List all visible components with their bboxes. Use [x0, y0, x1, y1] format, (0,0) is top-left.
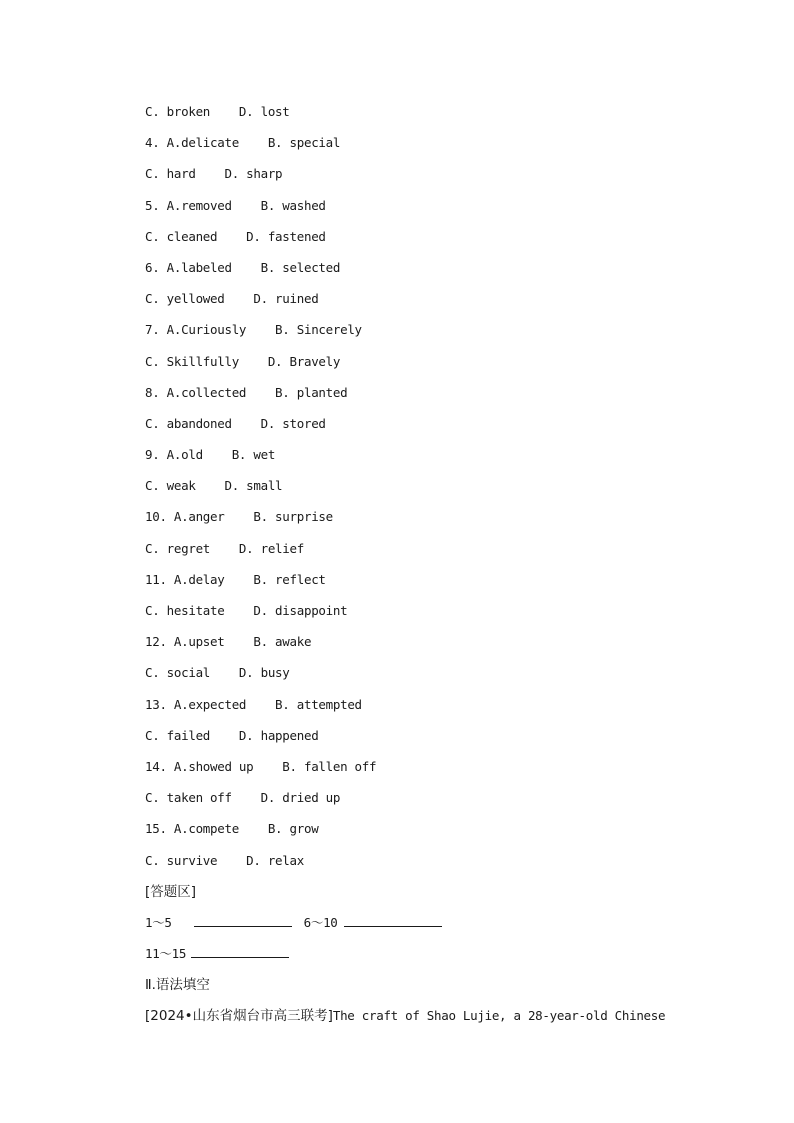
answer-line-2 — [145, 944, 705, 975]
option-line: C. Skillfully D. Bravely — [145, 353, 341, 369]
option-line: 8. A.collected B. planted — [145, 384, 348, 400]
answer-area-title: [答题区] — [145, 883, 197, 900]
option-line: 6. A.labeled B. selected — [145, 259, 341, 275]
answer-range-label: 11～15 — [145, 946, 187, 962]
answer-blank[interactable] — [344, 914, 442, 927]
passage-text: The craft of Shao Lujie, a 28-year-old Chinese — [332, 1008, 666, 1024]
option-line: 5. A.removed B. washed — [145, 197, 326, 213]
answer-blank[interactable] — [194, 914, 292, 927]
option-line: C. taken off D. dried up — [145, 790, 341, 806]
option-line: 12. A.upset B. awake — [145, 634, 312, 650]
option-line: C. yellowed D. ruined — [145, 291, 319, 307]
answer-range-label: 6～10 — [303, 914, 338, 930]
option-line: C. hesitate D. disappoint — [145, 603, 348, 618]
answer-blank[interactable] — [191, 945, 289, 958]
passage-source: [2024•山东省烟台市高三联考] — [145, 1008, 333, 1025]
option-line: C. failed D. happened — [145, 727, 319, 743]
passage-first-line — [145, 1006, 705, 1037]
option-line: 13. A.expected B. attempted — [145, 696, 362, 712]
option-line: C. weak D. small — [145, 478, 283, 494]
option-line: 14. A.showed up B. fallen off — [145, 758, 377, 774]
answer-line-1 — [145, 913, 705, 944]
option-line: C. abandoned D. stored — [145, 415, 326, 431]
answer-range-label: 1～5 — [145, 914, 172, 930]
option-line: C. social D. busy — [145, 665, 290, 681]
option-line: 15. A.compete B. grow — [145, 821, 319, 837]
option-line: 7. A.Curiously B. Sincerely — [145, 322, 362, 338]
option-line: 11. A.delay B. reflect — [145, 571, 326, 587]
section-heading: Ⅱ.语法填空 — [145, 977, 210, 994]
option-line: C. regret D. relief — [145, 540, 304, 556]
option-line: 9. A.old B. wet — [145, 447, 276, 463]
option-list — [145, 102, 705, 882]
option-line: 4. A.delicate B. special — [145, 135, 341, 151]
option-line: C. broken D. lost — [145, 104, 290, 119]
option-line: C. cleaned D. fastened — [145, 228, 326, 244]
option-line: 10. A.anger B. surprise — [145, 509, 333, 525]
option-line: C. survive D. relax — [145, 852, 304, 868]
option-line: C. hard D. sharp — [145, 166, 283, 182]
exam-page — [145, 102, 705, 1038]
